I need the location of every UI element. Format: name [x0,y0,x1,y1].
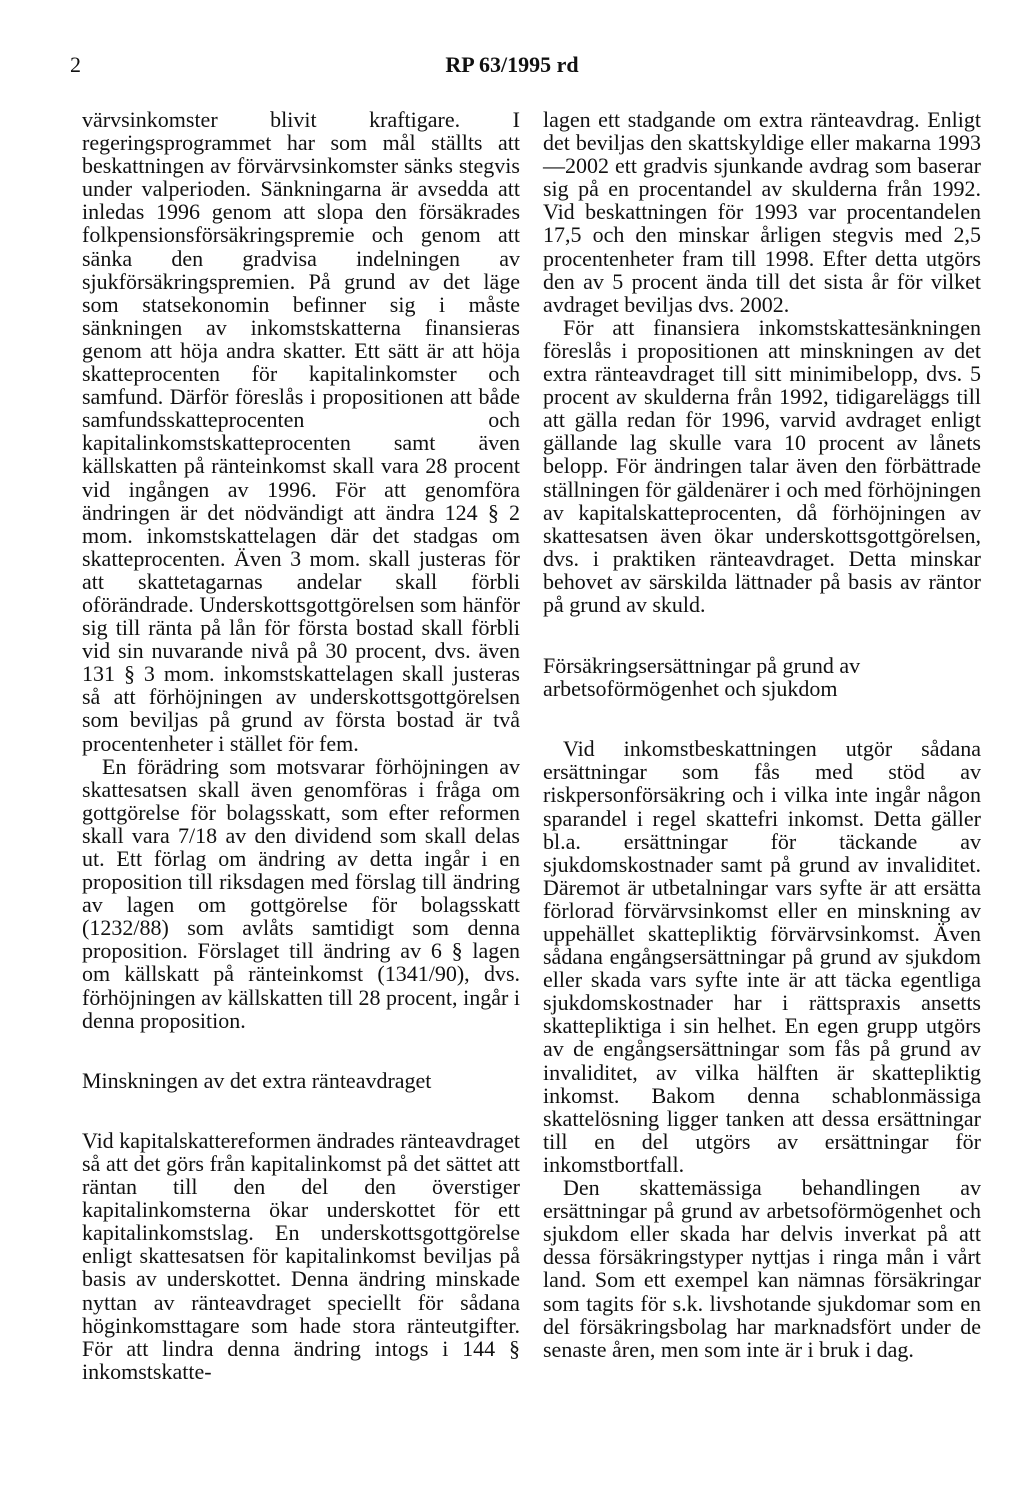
paragraph: värvsinkomster blivit kraftigare. I regeringsprogrammet har som mål ställts att beskattningen av förvärvsinkomster sänks stegvis under valperioden. Sänkningarna är avsedda att inledas 1996 genom att slopa den försäkrades folkpensionsförsäkringspremie och genom att sänka den gradvisa indelningen av sjukförsäkringspremien. På grund av det läge som statsekonomin befinner sig i måste sänkningen av inkomstskatterna finansieras genom att höja andra skatter. Ett sätt är att höja skatteprocenten för kapitalinkomster och samfund. Därför föreslås i propositionen att både samfundsskatteprocenten och kapitalinkomstskatteprocenten samt även källskatten på ränteinkomst skall vara 28 procent vid ingången av 1996. För att genomföra ändringen är det nödvändigt att ändra 124 § 2 mom. inkomstskattelagen där det stadgas om skatteprocenten. Även 3 mom. skall justeras för att skattetagarnas andelar skall förbli oförändrade. Underskottsgottgörelsen som hänför sig till ränta på lån för första bostad skall förbli vid sin nuvarande nivå på 30 procent, dvs. även 131 § 3 mom. inkomstskattelagen skall justeras så att förhöjningen av underskottsgottgörelsen som beviljas på grund av första bostad är två procentenheter i stället för fem. [82,107,520,756]
right-column [543,108,981,1361]
running-head: RP 63/1995 rd [445,52,579,77]
paragraph: lagen ett stadgande om extra ränteavdrag. Enligt det beviljas den skattskyldige eller makarna 1993—2002 ett gradvis sjunkande avdrag som baserar sig på en procentandel av skulderna från 1992. Vid beskattningen för 1993 var procentandelen 17,5 och den minskar årligen stegvis med 2,5 procentenheter fram till 1998. Efter detta utgörs den av 5 procent ända till det sista år för vilket avdraget beviljas dvs. 2002. [543,107,981,317]
left-column [82,108,520,1383]
section-heading: Försäkringsersättningar på grund av arbetsoförmögenhet och sjukdom [543,653,861,702]
section-heading: Minskningen av det extra ränteavdraget [82,1067,432,1093]
paragraph: Vid inkomstbeskattningen utgör sådana ersättningar som fås med stöd av riskpersonförsäkring och i vilka inte ingår någon sparandel i regel skattefri inkomst. Detta gäller bl.a. ersättningar för täckande av sjukdomskostnader samt på grund av invaliditet. Däremot är utbetalningar vars syfte är att ersätta förlorad förvärvsinkomst eller en minskning av uppehället skattepliktig förvärvsinkomst. Även sådana engångsersättningar på grund av sjukdom eller skada vars syfte inte är att täcka egentliga sjukdomskostnader har i rättspraxis ansetts skattepliktiga i sin helhet. En egen grupp utgörs av de engångsersättningar som fås på grund av invaliditet, av vilka hälften är skattepliktig inkomst. Bakom denna schablonmässiga skattelösning ligger tanken att dessa ersättningar till en del utgörs av ersättningar för inkomstbortfall. [543,736,981,1177]
paragraph: Den skattemässiga behandlingen av ersättningar på grund av arbetsoförmögenhet och sjukdom eller skada har delvis inverkat på att dessa försäkringstyper nyttjas i ringa mån i vårt land. Som ett exempel kan nämnas försäkringar som tagits för s.k. livshotande sjukdomar som en del försäkringsbolag har marknadsfört under de senaste åren, men som inte är i bruk i dag. [543,1175,981,1362]
paragraph: Vid kapitalskattereformen ändrades ränteavdraget så att det görs från kapitalinkomst på det sättet att räntan till den del den överstiger kapitalinkomsterna ökar underskottet för ett kapitalinkomstslag. En underskottsgottgörelse enligt skattesatsen för kapitalinkomst beviljas på basis av underskottet. Denna ändring minskade nyttan av ränteavdraget speciellt för sådana höginkomsttagare som hade stora ränteutgifter. För att lindra denna ändring intogs i 144 § inkomstskatte- [82,1127,520,1384]
paragraph: För att finansiera inkomstskattesänkningen föreslås i propositionen att minskningen av det extra ränteavdraget till sitt minimibelopp, dvs. 5 procent av skulderna från 1992, tidigareläggs till att gälla redan för 1996, varvid avdraget enligt gällande lag skulle vara 10 procent av lånets belopp. För ändringen talar även den förbättrade ställningen för gäldenärer i och med förhöjningen av kapitalskatteprocenten, då förhöjningen av skattesatsen även ökar underskottsgottgörelsen, dvs. i praktiken ränteavdraget. Detta minskar behovet av särskilda lättnader på basis av räntor på grund av skuld. [543,314,981,617]
paragraph: En förädring som motsvarar förhöjningen av skattesatsen skall även genomföras i fråga om gottgörelse för bolagsskatt, som efter reformen skall vara 7/18 av den dividend som skall delas ut. Ett förlag om ändring av detta ingår i en proposition till riksdagen med förslag till ändring av lagen om gottgörelse för bolagsskatt (1232/88) som avlåts samtidigt som denna proposition. Förslaget till ändring av 6 § lagen om källskatt på ränteinkomst (1341/90), dvs. förhöjningen av källskatten till 28 procent, ingår i denna proposition. [82,753,520,1033]
page-number: 2 [70,52,81,77]
